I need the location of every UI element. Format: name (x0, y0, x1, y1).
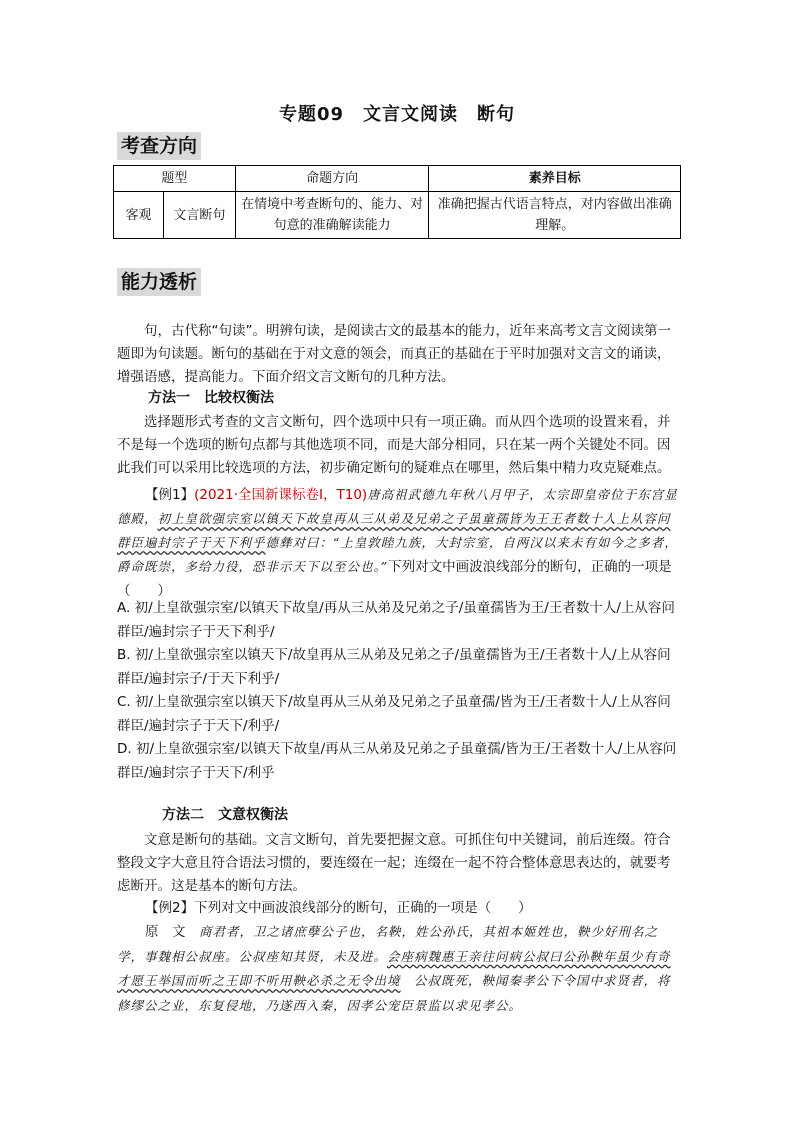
method-one-heading: 方法一 比较权衡法 (148, 390, 274, 406)
example-two-label: 【例2】 (145, 900, 195, 916)
table-cell: 客观 (114, 192, 164, 239)
table-cell: 文言断句 (163, 192, 235, 239)
example-one-label: 【例1】 (145, 487, 195, 503)
example-one-question: 下列对文中画波浪线部分的断句，正确的一项是（ ） (117, 559, 672, 599)
section-heading-exam-direction: 考查方向 (117, 132, 201, 160)
example-two-text-post: 公叔既死，鞅闻秦孝公下令国中求贤者，将修缪公之业，东复侵地，乃遂西入秦，因孝公宠臣景监以求见孝公。 (117, 973, 671, 1013)
intro-paragraph: 句，古代称“句读”。明辨句读，是阅读古文的最基本的能力，近年来高考文言文阅读第一题即为句读题。断句的基础在于对文意的领会，而真正的基础在于平时加强对文言文的诵读，增强语感，提高能力。下面介绍文言文断句的几种方法。 (117, 323, 671, 385)
example-one (117, 483, 683, 603)
option-b: B. 初/上皇欲强宗室以镇天下/故皇再从三从弟及兄弟之子/虽童孺皆为王/王者数十人/上从容问群臣/遍封宗子/于天下利乎/ (117, 647, 671, 687)
table-header-cell: 题型 (114, 166, 236, 192)
example-two-passage (117, 920, 683, 1018)
example-two-wavy-text: 会座病魏惠王亲往问病公叔曰公孙鞅年虽少有奇才愿王举国而听之王即不听用鞅必杀之无令出境 (117, 948, 671, 988)
example-one-text-post: 德彝对曰：“上皇敦睦九族，大封宗室，自两汉以来未有如今之多者，爵命既崇，多给力役，恐非示天下以至公也。” (117, 535, 678, 574)
method-two-paragraph: 文意是断句的基础。文言文断句，首先要把握文意。可抓住句中关键词，前后连缀。符合整段文字大意且符合语法习惯的，要连缀在一起；连缀在一起不符合整体意思表达的，就要考虑断开。这是基本的断句方法。 (117, 832, 671, 894)
example-one-source: (2021·全国新课标卷Ⅰ，T10) (194, 487, 368, 503)
info-table (113, 165, 681, 239)
example-two-text-pre: 商君者，卫之诸庶孽公子也，名鞅，姓公孙氏，其祖本姬姓也，鞅少好刑名之学，事魏相公叔座。公叔座知其贤，未及进。 (117, 924, 659, 964)
example-two-question: 下列对文中画波浪线部分的断句，正确的一项是（ ） (194, 900, 532, 916)
document-title: 专题09 文言文阅读 断句 (278, 104, 516, 125)
example-one-options (117, 597, 683, 785)
table-cell: 在情境中考查断句的、能力、对句意的准确解读能力 (235, 192, 429, 239)
table-cell: 准确把握古代语言特点，对内容做出准确理解。 (429, 192, 681, 239)
example-one-wavy-text: 初上皇欲强宗室以镇天下故皇再从三从弟及兄弟之子虽童孺皆为王王者数十人上从容问群臣遍封宗子于天下利乎 (117, 511, 671, 550)
option-a: A. 初/上皇欲强宗室/以镇天下故皇/再从三从弟及兄弟之子/虽童孺皆为王/王者数十人/上从容问群臣/遍封宗子于天下利乎/ (117, 600, 675, 640)
table-header-row (114, 166, 681, 192)
method-one-paragraph: 选择题形式考查的文言文断句，四个选项中只有一项正确。而从四个选项的设置来看，并不是每一个选项的断句点都与其他选项不同，而是大部分相同，只在某一两个关键处不同。因此我们可以采用比较选项的方法，初步确定断句的疑难点在哪里，然后集中精力攻克疑难点。 (117, 414, 671, 476)
table-header-cell: 素养目标 (429, 166, 681, 192)
example-two-yuanwen-label: 原 文 (145, 924, 186, 940)
example-one-text-pre: 唐高祖武德九年秋八月甲子，太宗即皇帝位于东宫显德殿， (117, 487, 678, 526)
table-row (114, 192, 681, 239)
example-two (117, 896, 683, 920)
section-heading-ability: 能力透析 (117, 268, 201, 296)
table-header-cell: 命题方向 (235, 166, 429, 192)
option-d: D. 初/上皇欲强宗室/以镇天下故皇/再从三从弟及兄弟之子虽童孺/皆为王/王者数十人/上从容问群臣/遍封宗子于天下/利乎 (117, 741, 677, 781)
option-c: C. 初/上皇欲强宗室以镇天下/故皇再从三从弟及兄弟之子虽童孺/皆为王/王者数十人/上从容问群臣/遍封宗子于天下/利乎/ (117, 694, 671, 734)
method-two-heading: 方法二 文意权衡法 (162, 807, 288, 823)
